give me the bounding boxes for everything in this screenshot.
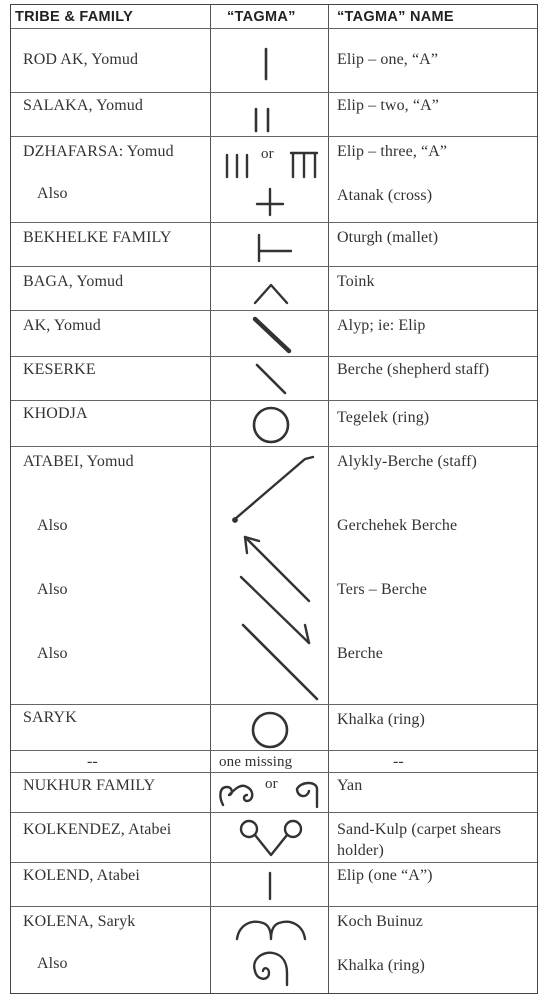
also-label: Also [37,645,68,662]
tagma-name-cell: Sand-Kulp (carpet shears [337,821,502,838]
one-vertical-stroke-icon [265,871,275,901]
tribe-cell: KHODJA [23,405,88,422]
tagma-name-cell: Gerchehek Berche [337,517,458,534]
tribe-cell: NUKHUR FAMILY [23,777,156,794]
table-row [11,773,537,813]
table-row [11,401,537,447]
two-strokes-icon [251,107,275,133]
table-row [11,29,537,93]
table-row [11,137,537,223]
staff-icon [223,453,323,703]
ram-hook-icon [217,779,265,809]
table-row [11,311,537,357]
comb-icon [287,149,321,179]
also-label: Also [37,955,68,972]
tagma-name-cell: Elip (one “A”) [337,867,433,884]
tribe-cell: ROD AK, Yomud [23,51,139,68]
diagonal-icon [253,361,289,397]
also-label: Also [37,185,68,202]
table-row [11,705,537,751]
or-label: or [265,776,278,792]
tribe-cell: AK, Yomud [23,317,101,334]
tagma-name-cell: -- [393,753,404,770]
table-row [11,751,537,773]
tagma-name-cell: Alykly-Berche (staff) [337,453,477,470]
table-row [11,863,537,907]
tagma-name-cell: Berche [337,645,383,662]
tribe-cell: BEKHELKE FAMILY [23,229,172,246]
tribe-cell: KOLEND, Atabei [23,867,140,884]
tagma-name-cell: Khalka (ring) [337,711,425,728]
caret-icon [251,279,291,307]
tagma-table [10,4,538,994]
one-vertical-stroke-icon [261,47,271,81]
header-tagma: “TAGMA” [227,9,296,25]
mallet-icon [255,233,295,263]
tribe-cell: KOLENA, Saryk [23,913,136,930]
tribe-cell: -- [87,753,98,770]
tagma-name-cell: Koch Buinuz [337,913,423,930]
header-row [11,5,537,29]
table-row [11,813,537,863]
tagma-name-cell: Elip – three, “A” [337,143,448,160]
ring-icon [250,405,292,445]
table-row [11,357,537,401]
tribe-cell: SARYK [23,709,77,726]
also-label: Also [37,581,68,598]
header-tagma-name: “TAGMA” NAME [337,9,454,25]
shears-icon [239,817,305,861]
tribe-cell: DZHAFARSA: Yomud [23,143,174,160]
tagma-cell-text: one missing [219,754,293,770]
tagma-name-cell: Toink [337,273,375,290]
tribe-cell: KESERKE [23,361,96,378]
or-label: or [261,146,274,162]
hook-icon [249,949,293,989]
cross-icon [255,187,285,217]
tagma-name-cell: Elip – two, “A” [337,97,439,114]
table-row [11,223,537,267]
tagma-name-cell: Oturgh (mallet) [337,229,439,246]
table-row [11,93,537,137]
tagma-name-cell: holder) [337,842,384,859]
tagma-name-cell: Berche (shepherd staff) [337,361,490,378]
tagma-name-cell: Khalka (ring) [337,957,425,974]
ring-icon [249,709,291,749]
table-row [11,267,537,311]
tagma-name-cell: Elip – one, “A” [337,51,439,68]
tagma-name-cell: Atanak (cross) [337,187,433,204]
also-label: Also [37,517,68,534]
tribe-cell: ATABEI, Yomud [23,453,134,470]
tagma-name-cell: Tegelek (ring) [337,409,430,426]
hook-icon [293,779,323,811]
tribe-cell: SALAKA, Yomud [23,97,143,114]
tribe-cell: BAGA, Yomud [23,273,124,290]
tribe-cell: KOLKENDEZ, Atabei [23,821,172,838]
tagma-name-cell: Alyp; ie: Elip [337,317,426,334]
thick-diagonal-icon [251,315,293,355]
tagma-name-cell: Ters – Berche [337,581,427,598]
tagma-name-cell: Yan [337,777,363,794]
header-tribe: TRIBE & FAMILY [15,9,134,25]
table-row [11,907,537,995]
ram-horns-icon [233,915,309,945]
table-row [11,447,537,705]
three-strokes-icon [223,151,255,179]
